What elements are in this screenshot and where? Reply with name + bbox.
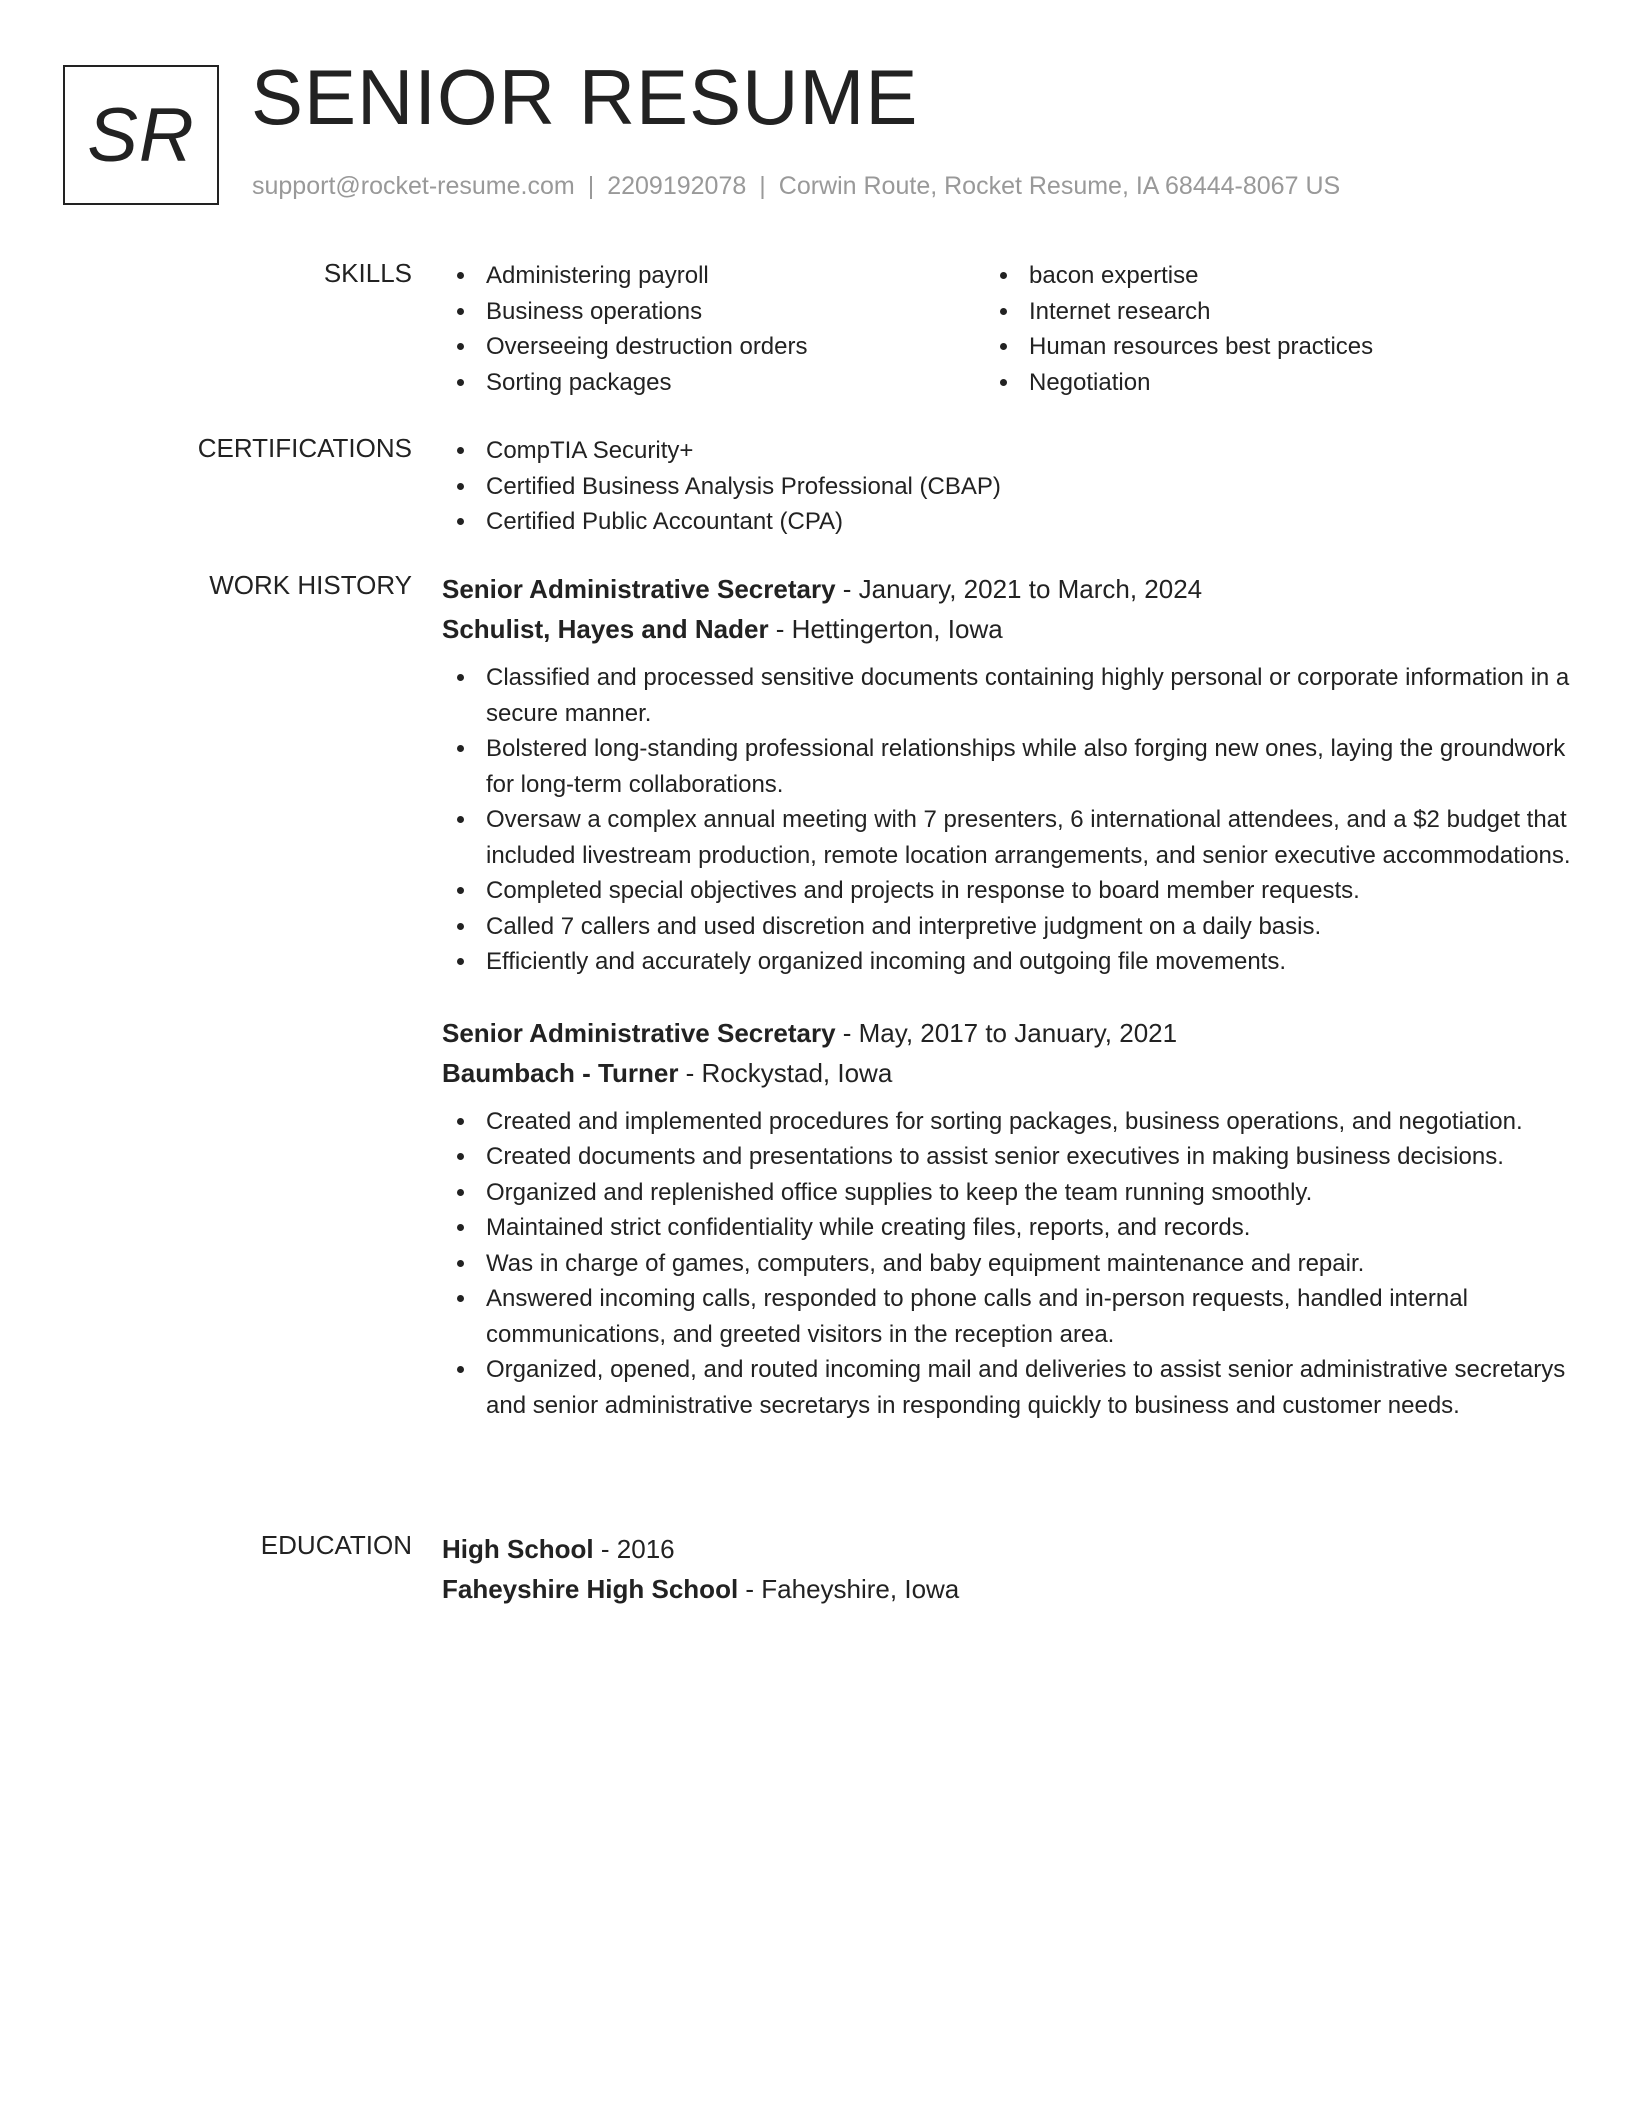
job-company-line xyxy=(442,610,1572,648)
contact-address: Corwin Route, Rocket Resume, IA 68444-8067 US xyxy=(778,172,1341,200)
job-title-line xyxy=(442,1014,1572,1052)
skill-item: Negotiation xyxy=(985,365,1528,401)
job-duty: Created documents and presentations to assist senior executives in making business decisions. xyxy=(442,1139,1572,1175)
job-location: - Hettingerton, Iowa xyxy=(768,614,1003,644)
monogram-logo: SR xyxy=(63,65,219,205)
job-company-line xyxy=(442,1054,1572,1092)
certification-item: Certified Public Accountant (CPA) xyxy=(442,504,1572,540)
skill-item: Overseeing destruction orders xyxy=(442,329,985,365)
job-duty: Classified and processed sensitive documents containing highly personal or corporate information in a secure manner. xyxy=(442,660,1572,731)
job-duty: Maintained strict confidentiality while creating files, reports, and records. xyxy=(442,1210,1572,1246)
job-entry xyxy=(442,570,1572,980)
skill-item: bacon expertise xyxy=(985,258,1528,294)
job-title: Senior Administrative Secretary xyxy=(442,1017,836,1048)
resume-name: SENIOR RESUME xyxy=(251,53,919,141)
contact-email: support@rocket-resume.com xyxy=(252,172,575,200)
job-duties-list xyxy=(442,1104,1572,1424)
skill-item: Sorting packages xyxy=(442,365,985,401)
job-duty: Created and implemented procedures for sorting packages, business operations, and negotiation. xyxy=(442,1104,1572,1140)
job-title-line xyxy=(442,570,1572,608)
skill-item: Internet research xyxy=(985,294,1528,330)
education-heading: EDUCATION xyxy=(260,1530,412,1560)
contact-separator: | xyxy=(587,172,595,200)
job-entry xyxy=(442,1014,1572,1424)
job-duty: Organized, opened, and routed incoming mail and deliveries to assist senior administrative secretarys and senior administrative secretarys in responding quickly to business and customer needs. xyxy=(442,1352,1572,1423)
work-history-heading: WORK HISTORY xyxy=(209,570,412,600)
skill-item: Human resources best practices xyxy=(985,329,1528,365)
certifications-list xyxy=(442,433,1572,540)
education-degree: High School xyxy=(442,1534,594,1564)
certifications-heading: CERTIFICATIONS xyxy=(197,433,412,463)
job-duty: Oversaw a complex annual meeting with 7 presenters, 6 international attendees, and a $2 budget that included livestream production, remote location arrangements, and senior executive accommodations. xyxy=(442,802,1572,873)
education-school-line xyxy=(442,1570,1572,1608)
certification-item: Certified Business Analysis Professional (CBAP) xyxy=(442,469,1572,505)
education-school: Faheyshire High School xyxy=(442,1574,739,1604)
skills-heading: SKILLS xyxy=(323,258,412,288)
education-year: - 2016 xyxy=(593,1534,675,1564)
job-duty: Bolstered long-standing professional relationships while also forging new ones, laying the groundwork for long-term collaborations. xyxy=(442,731,1572,802)
job-dates: - January, 2021 to March, 2024 xyxy=(835,574,1203,604)
skills-list-right xyxy=(985,258,1528,400)
job-duty: Efficiently and accurately organized incoming and outgoing file movements. xyxy=(442,944,1572,980)
job-duty: Answered incoming calls, responded to phone calls and in-person requests, handled internal communications, and greeted visitors in the reception area. xyxy=(442,1281,1572,1352)
education-degree-line xyxy=(442,1530,1572,1568)
job-company: Schulist, Hayes and Nader xyxy=(442,614,769,644)
job-title: Senior Administrative Secretary xyxy=(442,574,836,604)
job-dates: - May, 2017 to January, 2021 xyxy=(835,1017,1178,1048)
skill-item: Administering payroll xyxy=(442,258,985,294)
contact-line xyxy=(252,172,1340,201)
skills-list-left xyxy=(442,258,985,400)
skill-item: Business operations xyxy=(442,294,985,330)
job-duty: Completed special objectives and projects in response to board member requests. xyxy=(442,873,1572,909)
education-location: - Faheyshire, Iowa xyxy=(738,1574,960,1604)
job-duties-list xyxy=(442,660,1572,980)
certification-item: CompTIA Security+ xyxy=(442,433,1572,469)
job-duty: Organized and replenished office supplies to keep the team running smoothly. xyxy=(442,1175,1572,1211)
job-company: Baumbach - Turner xyxy=(442,1057,679,1088)
job-location: - Rockystad, Iowa xyxy=(678,1057,893,1088)
job-duty: Was in charge of games, computers, and baby equipment maintenance and repair. xyxy=(442,1246,1572,1282)
contact-phone: 2209192078 xyxy=(607,172,747,200)
contact-separator: | xyxy=(759,172,766,200)
job-duty: Called 7 callers and used discretion and interpretive judgment on a daily basis. xyxy=(442,909,1572,945)
